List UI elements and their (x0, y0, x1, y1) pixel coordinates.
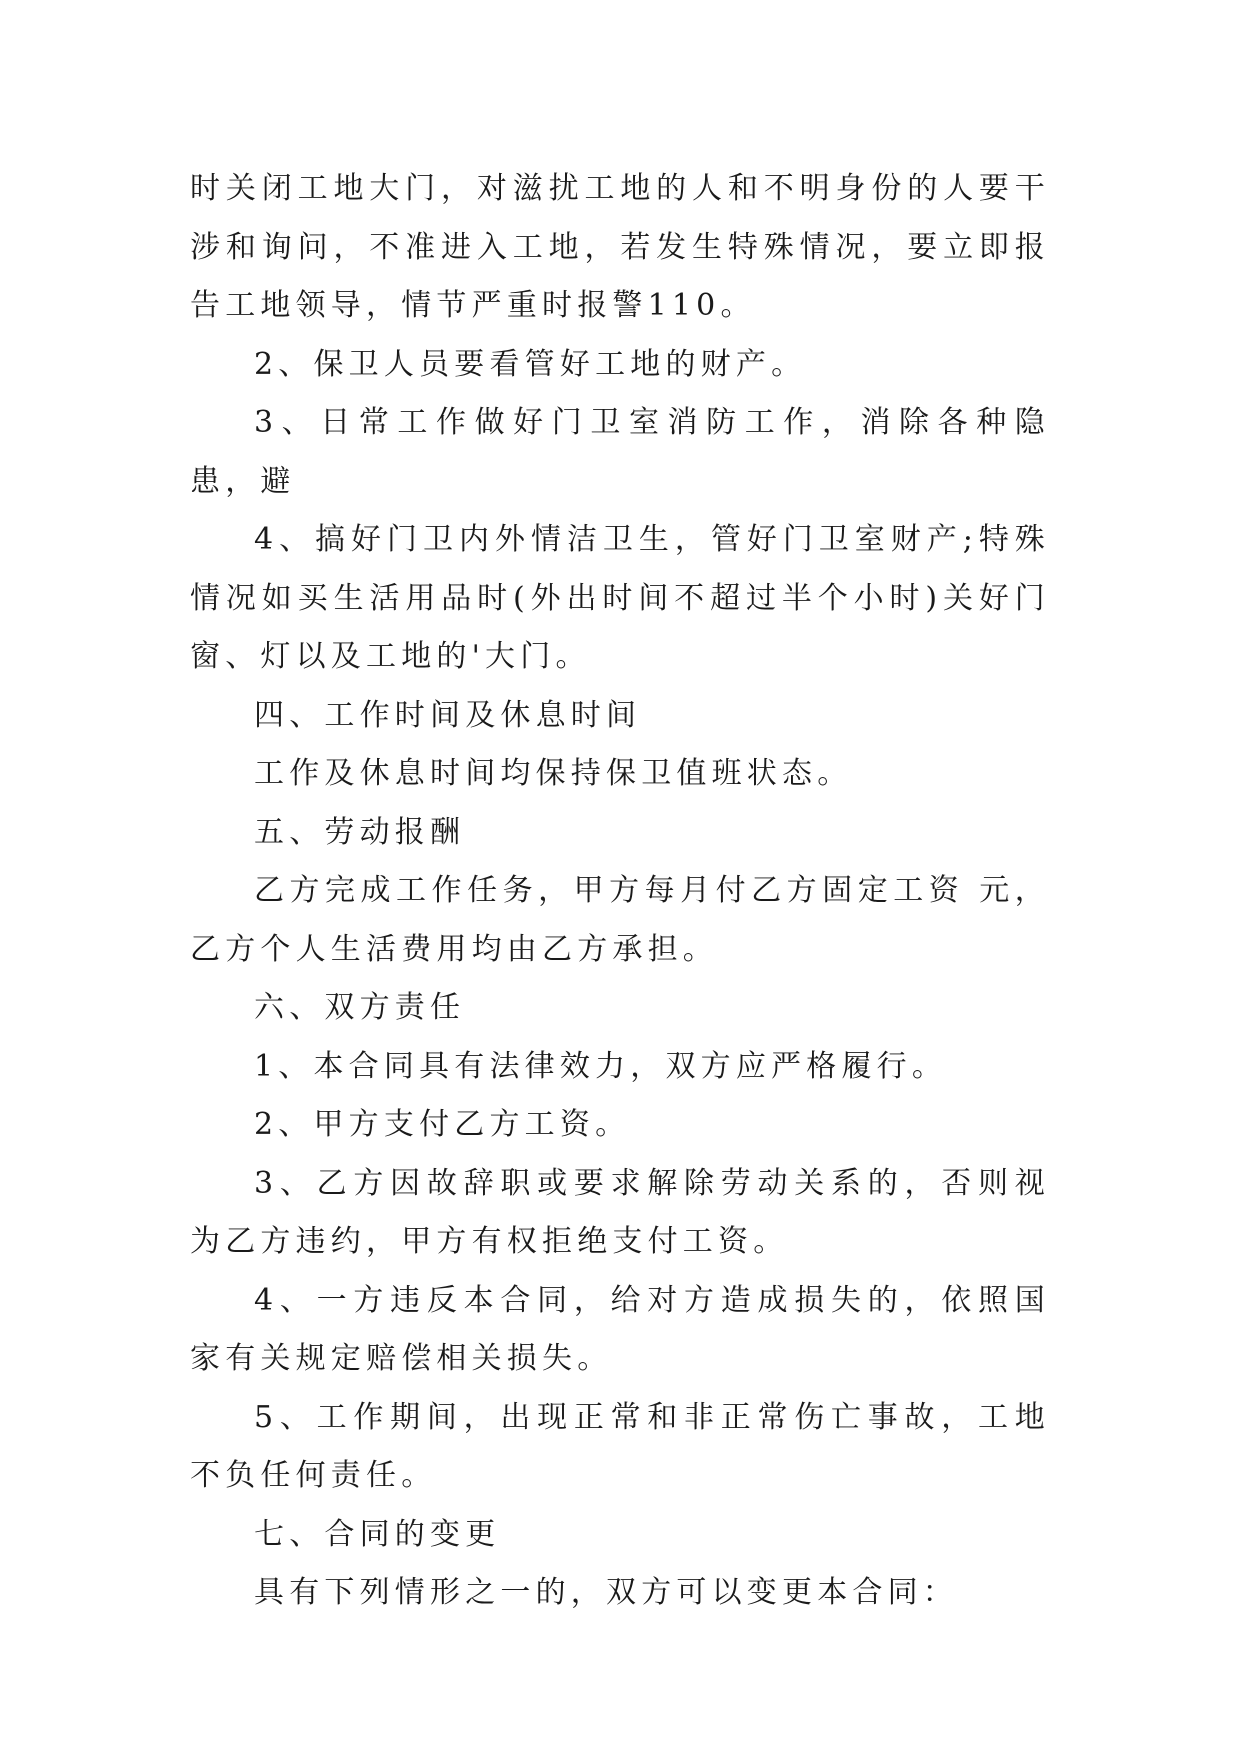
paragraph: 3、日常工作做好门卫室消防工作，消除各种隐患，避 (190, 405, 1050, 499)
paragraph: 5、工作期间，出现正常和非正常伤亡事故，工地不负任何责任。 (190, 1399, 1050, 1493)
paragraph: 工作及休息时间均保持保卫值班状态。 (254, 756, 853, 791)
section-heading: 六、双方责任 (254, 990, 466, 1025)
paragraph: 具有下列情形之一的，双方可以变更本合同： (254, 1575, 958, 1610)
document-body (190, 160, 1050, 1623)
paragraph: 3、乙方因故辞职或要求解除劳动关系的，否则视为乙方违约，甲方有权拒绝支付工资。 (190, 1165, 1050, 1259)
paragraph: 1、本合同具有法律效力，双方应严格履行。 (254, 1048, 948, 1084)
paragraph: 时关闭工地大门，对滋扰工地的人和不明身份的人要干涉和询问，不准进入工地，若发生特殊情况，要立即报告工地领导，情节严重时报警110。 (190, 171, 1050, 323)
paragraph: 乙方完成工作任务，甲方每月付乙方固定工资 元，乙方个人生活费用均由乙方承担。 (190, 873, 1050, 967)
paragraph: 2、甲方支付乙方工资。 (254, 1107, 631, 1142)
paragraph: 4、一方违反本合同，给对方造成损失的，依照国家有关规定赔偿相关损失。 (190, 1282, 1050, 1376)
section-heading: 四、工作时间及休息时间 (254, 697, 642, 733)
section-heading: 七、合同的变更 (254, 1516, 501, 1552)
paragraph: 4、搞好门卫内外情洁卫生，管好门卫室财产;特殊情况如买生活用品时(外出时间不超过半个小时)关好门窗、灯以及工地的'大门。 (190, 522, 1050, 674)
paragraph: 2、保卫人员要看管好工地的财产。 (254, 346, 807, 382)
section-heading: 五、劳动报酬 (254, 814, 466, 850)
